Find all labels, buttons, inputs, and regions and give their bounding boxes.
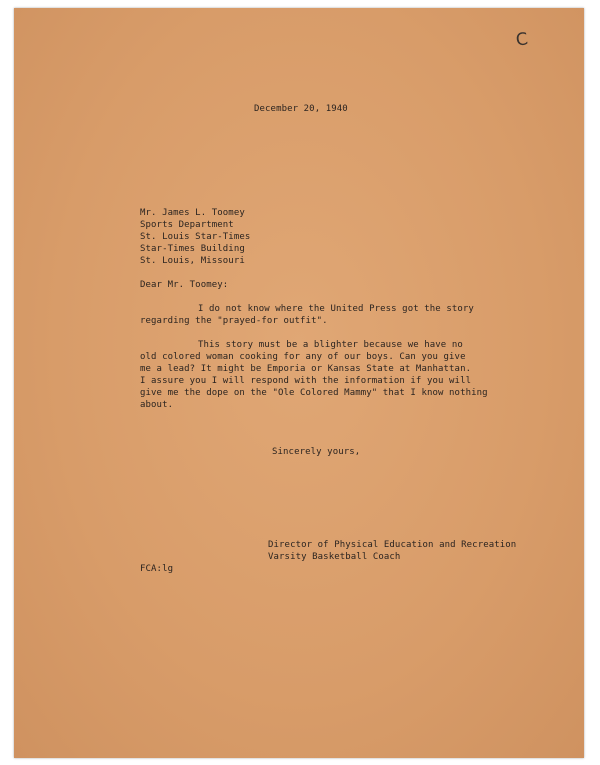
reference-initials: FCA:lg bbox=[140, 564, 174, 574]
address-line: Star-Times Building bbox=[140, 244, 245, 254]
address-line: Mr. James L. Toomey bbox=[140, 208, 245, 218]
body-line: me a lead? It might be Emporia or Kansas State at Manhattan. bbox=[140, 364, 472, 374]
closing: Sincerely yours, bbox=[272, 447, 361, 457]
letter-date: December 20, 1940 bbox=[254, 104, 348, 114]
body-line: regarding the "prayed-for outfit". bbox=[140, 316, 328, 326]
signature-line: Varsity Basketball Coach bbox=[268, 552, 401, 562]
address-line: Sports Department bbox=[140, 220, 234, 230]
address-line: St. Louis, Missouri bbox=[140, 256, 245, 266]
body-line: I do not know where the United Press got the story bbox=[198, 304, 474, 314]
body-line: This story must be a blighter because we have no bbox=[198, 340, 463, 350]
corner-mark: C bbox=[514, 29, 530, 51]
body-line: I assure you I will respond with the information if you will bbox=[140, 376, 472, 386]
body-line: give me the dope on the "Ole Colored Mammy" that I know nothing bbox=[140, 388, 488, 398]
body-line: old colored woman cooking for any of our boys. Can you give bbox=[140, 352, 466, 362]
address-line: St. Louis Star-Times bbox=[140, 232, 251, 242]
body-line: about. bbox=[140, 400, 174, 410]
signature-line: Director of Physical Education and Recreation bbox=[268, 540, 517, 550]
salutation: Dear Mr. Toomey: bbox=[140, 280, 229, 290]
